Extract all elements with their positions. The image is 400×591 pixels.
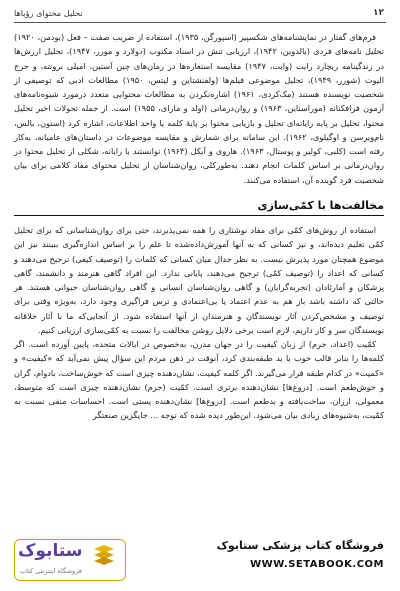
page-number: ۱۲ [373, 8, 384, 18]
chapter-title: تحلیل محتوای رؤیاها [14, 8, 83, 18]
header-divider [14, 22, 386, 23]
section-heading [14, 199, 384, 216]
section-paragraph-2: کمّیت (اعداد، جرم) از زبان کیفیت را در جهان مدرن، به‌خصوص در ایالات متحده، پایین آورده است. اگر کلمه‌ها را بنابر قالب خوب یا بد طبقه‌بندی کرد، آنوقت در ذهن مردم این سؤال پیش نمی‌آید که «کیفیت» و «کمیت» در کدام طبقه قرار می‌گیرند. اگر کلمه کیفیت، نشان‌دهنده چیزی است که خوش‌ساخت، بادوام، گران و خوش‌طعم است. [دروغ‌ها] نشان‌دهنده برتری است. کمّیت (جرم) نشان‌دهنده چیزی است که متوسط، معمولی، ارزان، ساخت‌یافته و بدطعم است. [دروغ‌ها] نشان‌دهنده پستی است. احساسات منفی نسبت به کمّیت، به‌شیوه‌های زیادی بیان می‌شود. این‌طور دیده شده که توجه ... جایگزین صنعتگر [14, 339, 384, 421]
section-paragraph-1: استفاده از روش‌های کمّی برای مفاد نوشتاری را همه نمی‌پذیرند، حتی برای روان‌شناسانی که برای تحلیل کمّی تعلیم دیده‌اند، و نیز کسانی که به آنها آموزش‌داده‌شده تا علم را بر اساس اندازه‌گیری ببینند نیز این موضوع همچنان مورد پذیرش نیست. به نظر جدال میان کسانی که کلمات را (توصیف کیفی) ترجیح می‌دهند و کسانی که اعداد را (توصیف کمّی) ترجیح می‌دهند، پایانی ندارد. این افراد گاهی هنرمند و دانشمند، گاهی پزشکان و آمارئادان (تجربه‌گرایان) و گاهی روان‌شناسان انسانی و گاهی روان‌شناسان حیوانی هستند. هر حالتی که داشته باشد باز هم به عدم اعتماد یا بی‌اعتمادی و ترس فراگیری وجود دارد، به‌ویژه وقتی برای توصیف و مشخص‌کردن آثار نویسندگان و هنرمندان از آنها استفاده شود. از آنجایی‌که ما با آثار خلاقانه نویسندگان سر و کار داریم، لازم است برخی دلایل روشن مخالفت را نسبت به کمّی‌سازی ارزیابی کنیم. [14, 225, 384, 335]
store-url[interactable]: WWW.SETABOOK.COM [250, 559, 384, 570]
logo-text: ستابوک [18, 541, 83, 561]
footer-banner [0, 533, 400, 591]
store-name: فروشگاه کتاب پزشکی ستابوک [216, 539, 384, 552]
logo-subtext: فروشگاه اینترنتی کتاب [20, 567, 82, 575]
section-heading-text: مخالفت‌ها با کمّی‌سازی [257, 198, 384, 212]
running-header [14, 6, 384, 20]
body-text [14, 30, 384, 423]
book-stack-icon [90, 543, 118, 571]
intro-paragraph: فرم‌های گفتار در نمایشنامه‌های شکسپیر (اسپورگن، ۱۹۳۵)، استفاده از ضریب صفت – فعل (بودمن، ۱۹۲۰) تحلیل نامه‌های فردی (بالدوین، ۱۹۴۲)، ارزیابی تنش در اسناد مکتوب (دولارد و مورر، ۱۹۴۷)، تحلیل ارزش‌ها در زندگینامه ریچارد رایت (وایت، ۱۹۴۷) مقایسه استعاره‌ها در رمان‌های چین آستین، امیلی برونته، و جرج الیوت (شورر، ۱۹۴۹)، تحلیل موضوعی فیلم‌ها (ولفنشتاین و لیتس، ۱۹۵۰) مطالعات ادبی که توصیفی از شخصیت نویسنده هستند (مک‌کردی، ۱۹۶۱) اشاره‌نکردن به مطالعات محتوایی متعدد درمورد شیوه‌نامه‌های آزمون فرافکنانه (موراستاین، ۱۹۶۳) و روان‌درمانی (اولد و مارای، ۱۹۵۵) است. از جمله تحولات اخیر تحلیل محتوا، تحلیل بر پایه رایانه‌ای تحلیل و بازیابی محتوا بر پایهٔ کلمه یا واحد اطلاعات، اشاره کرد (استون، بالس، نام‌ویرسن و اوگیلوی، ۱۹۶۲). این سامانه برای شمارش و مقایسه موضوعات در داستان‌های عامیانه، به‌کار رفته است (کلبی، کولیر و پوستال، ۱۹۶۳). هاروی و آیکل (۱۹۶۴) توانستند با رایانه، شکلی از تحلیل محتوا در روان‌درمانی بر اساس کلمات انجام دهند. به‌طورکلی، روان‌شناسان از تحلیل محتوای مفاد کلامی برای بیان شخصیت فرد گوینده آن، استفاده می‌کنند. [14, 32, 385, 185]
setabook-logo[interactable] [10, 535, 128, 585]
